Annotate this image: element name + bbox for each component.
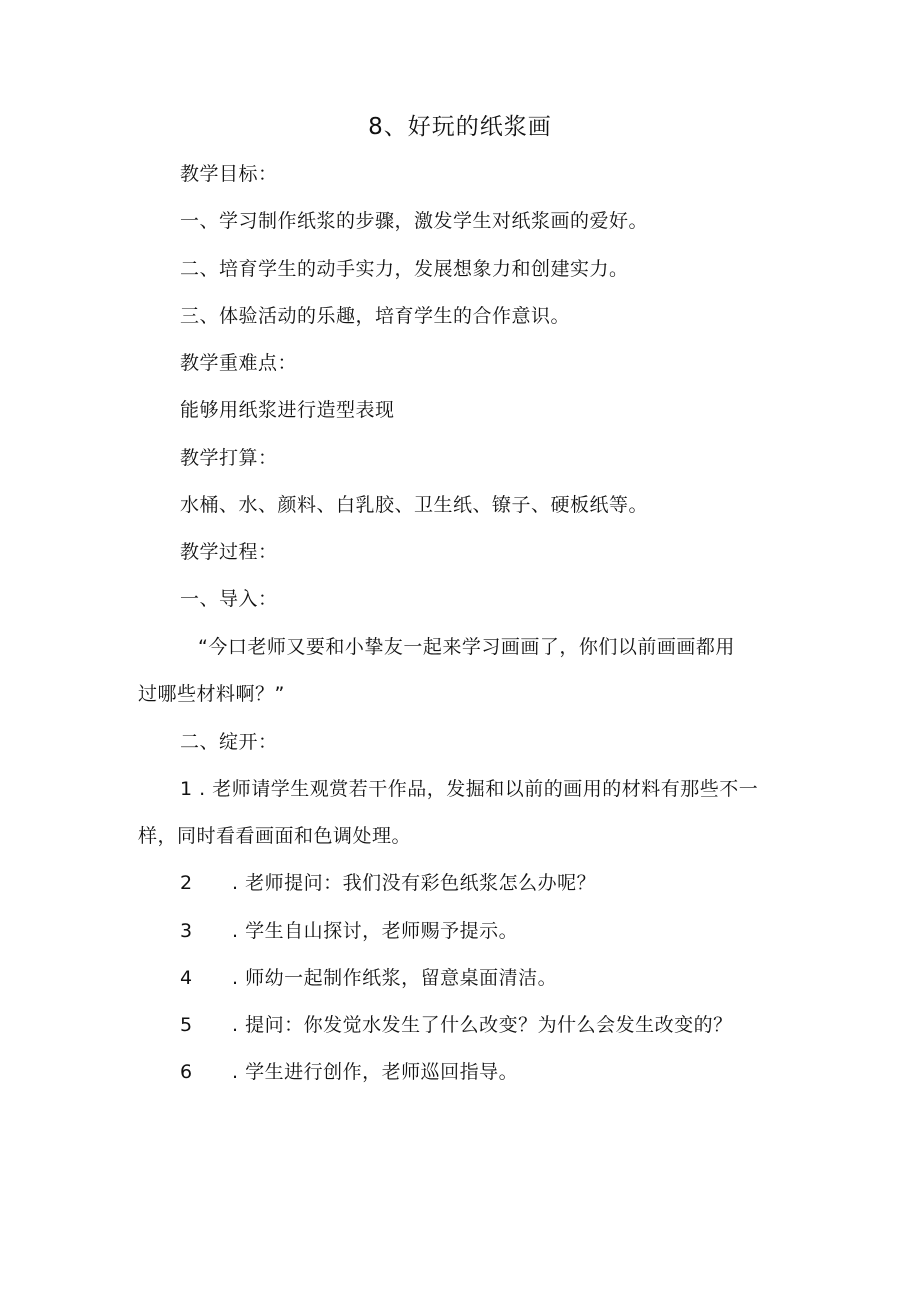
step-1-line-2: 样，同时看看画面和色调处理。 (138, 825, 412, 847)
preparation-heading: 教学打算： (180, 447, 278, 469)
objectives-heading: 教学目标： (180, 163, 278, 185)
step-number: 3 (180, 920, 193, 942)
step-number: 4 (180, 967, 193, 989)
step-1-line-1: 1 . 老师请学生观赏若干作品，发掘和以前的画用的材料有那些不一 (180, 778, 759, 800)
step-text: . 学生进行创作，老师巡回指导。 (232, 1061, 519, 1083)
objective-1: 一、学习制作纸浆的步骤，激发学生对纸浆画的爱好。 (180, 210, 649, 232)
objective-2: 二、培育学生的动手实力，发展想象力和创建实力。 (180, 258, 629, 280)
key-points-text: 能够用纸浆进行造型表现 (180, 399, 395, 421)
intro-quote-line-2: 过哪些材料啊？” (138, 683, 285, 705)
step-item (180, 870, 596, 896)
objective-3: 三、体验活动的乐趣，培育学生的合作意识。 (180, 305, 571, 327)
step-text: . 老师提问：我们没有彩色纸浆怎么办呢？ (232, 872, 597, 894)
step-text: . 师幼一起制作纸浆，留意桌面清洁。 (232, 967, 558, 989)
step-item (180, 918, 518, 944)
intro-heading: 一、导入： (180, 588, 278, 610)
key-points-heading: 教学重难点： (180, 352, 298, 374)
step-number: 5 (180, 1014, 193, 1036)
develop-heading: 二、绽开： (180, 731, 278, 753)
process-heading: 教学过程： (180, 541, 278, 563)
preparation-text: 水桶、水、颜料、白乳胶、卫生纸、镣子、硬板纸等。 (180, 494, 649, 516)
document-title: 8、好玩的纸浆画 (368, 114, 552, 140)
step-text: . 学生自山探讨，老师赐予提示。 (232, 920, 519, 942)
step-item (180, 1012, 733, 1038)
step-number: 2 (180, 872, 193, 894)
step-text: . 提问：你发觉水发生了什么改变？为什么会发生改变的？ (232, 1014, 733, 1036)
intro-quote-line-1: “今口老师又要和小挚友一起来学习画画了，你们以前画画都用 (198, 636, 735, 658)
step-number: 6 (180, 1061, 193, 1083)
step-item (180, 1059, 518, 1085)
step-item (180, 965, 557, 991)
